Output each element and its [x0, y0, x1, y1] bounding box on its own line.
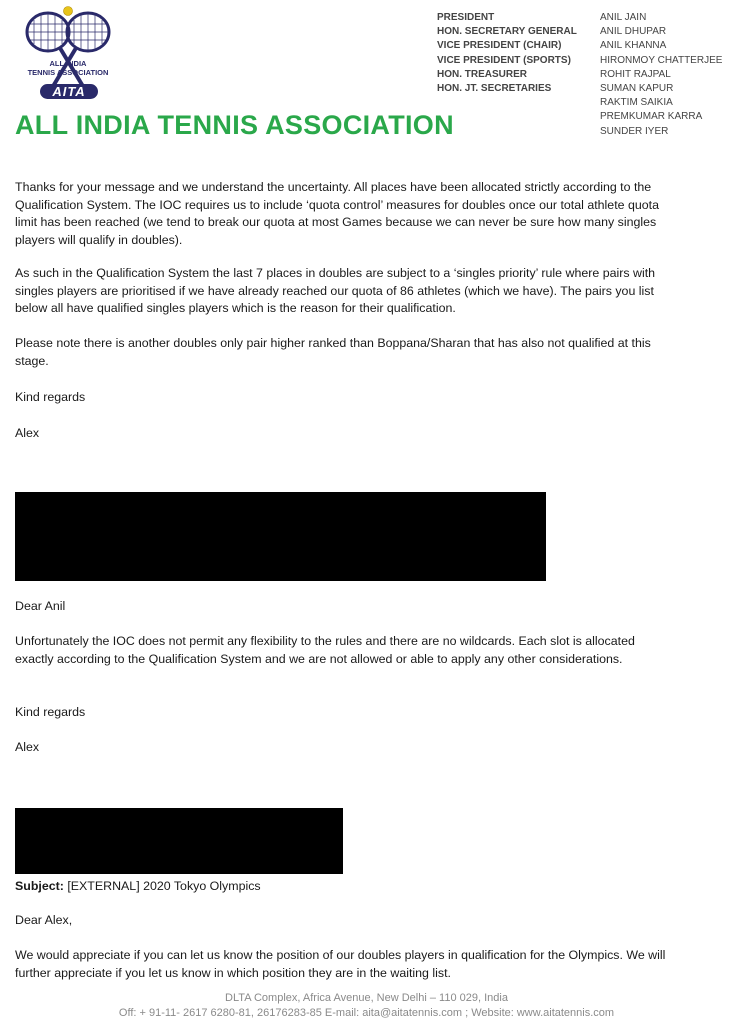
paragraph-allocation: Thanks for your message and we understand the uncertainty. All places have been allocated strictly according to the Qualification System. The IOC requires us to include ‘quota control’ measures for doubles once our total athlete quota limit has been reached (we tend to break our quota at most Games because we can never be sure how many singles players will qualify in doubles). — [15, 180, 659, 247]
closing-regards-1: Kind regards — [15, 390, 86, 404]
officer-role: VICE PRESIDENT (SPORTS) — [437, 54, 571, 66]
officer-role: HON. SECRETARY GENERAL — [437, 26, 577, 38]
redacted-block-2 — [15, 808, 343, 874]
logo-abbreviation: AITA — [40, 84, 98, 99]
officer-role: HON. JT. SECRETARIES — [437, 83, 552, 95]
redacted-block-1 — [15, 492, 546, 581]
salutation-anil: Dear Anil — [15, 599, 66, 613]
officer-name: HIRONMOY CHATTERJEE — [600, 54, 723, 66]
signature-2: Alex — [15, 740, 40, 754]
tennis-ball — [64, 7, 73, 16]
logo-text-line2: TENNIS ASSOCIATION — [27, 68, 109, 77]
paragraph-singles-priority: As such in the Qualification System the last 7 places in doubles are subject to a ‘singles priority’ rule where pairs with singles players are prioritised if we have already reached our quota of 86 athletes (which we have). The pairs you list below all have qualified singles players which is the reason for their qualification. — [15, 266, 656, 316]
officer-name: ANIL JAIN — [600, 12, 647, 23]
officer-name: RAKTIM SAIKIA — [600, 97, 673, 109]
officer-role: HON. TREASURER — [437, 68, 528, 80]
logo-text-line1: ALL INDIA — [49, 59, 87, 68]
paragraph-note: Please note there is another doubles only pair higher ranked than Boppana/Sharan that has also not qualified at this stage. — [15, 336, 651, 368]
officer-roles — [437, 11, 597, 96]
officer-name: ANIL KHANNA — [600, 40, 667, 52]
officer-role: PRESIDENT — [437, 12, 495, 23]
closing-regards-2: Kind regards — [15, 705, 86, 719]
footer-address: DLTA Complex, Africa Avenue, New Delhi – 110 029, India — [225, 992, 508, 1004]
officer-role: VICE PRESIDENT (CHAIR) — [437, 40, 562, 52]
signature-1: Alex — [15, 426, 40, 440]
officer-name: PREMKUMAR KARRA — [600, 111, 703, 123]
subject-label: Subject: — [15, 879, 64, 893]
paragraph-request: We would appreciate if you can let us know the position of our doubles players in qualification for the Olympics. We will further appreciate if you let us know in which position they are in the waiting list. — [15, 948, 666, 980]
officer-name: SUMAN KAPUR — [600, 83, 674, 95]
email-subject — [15, 878, 675, 896]
paragraph-no-flexibility: Unfortunately the IOC does not permit any flexibility to the rules and there are no wildcards. Each slot is allocated exactly according to the Qualification System and we are not allowed or able to apply any other considerations. — [15, 634, 635, 666]
footer-contact: Off: + 91-11- 2617 6280-81, 26176283-85 E-mail: aita@aitatennis.com ; Website: www.aitatennis.com — [118, 1007, 615, 1019]
officer-names — [600, 11, 733, 139]
organization-title: ALL INDIA TENNIS ASSOCIATION — [15, 110, 454, 140]
subject-value: [EXTERNAL] 2020 Tokyo Olympics — [63, 879, 261, 893]
officer-name: ANIL DHUPAR — [600, 26, 667, 38]
salutation-alex: Dear Alex, — [15, 913, 73, 927]
officer-name: SUNDER IYER — [600, 125, 669, 137]
officer-name: ROHIT RAJPAL — [600, 68, 671, 80]
